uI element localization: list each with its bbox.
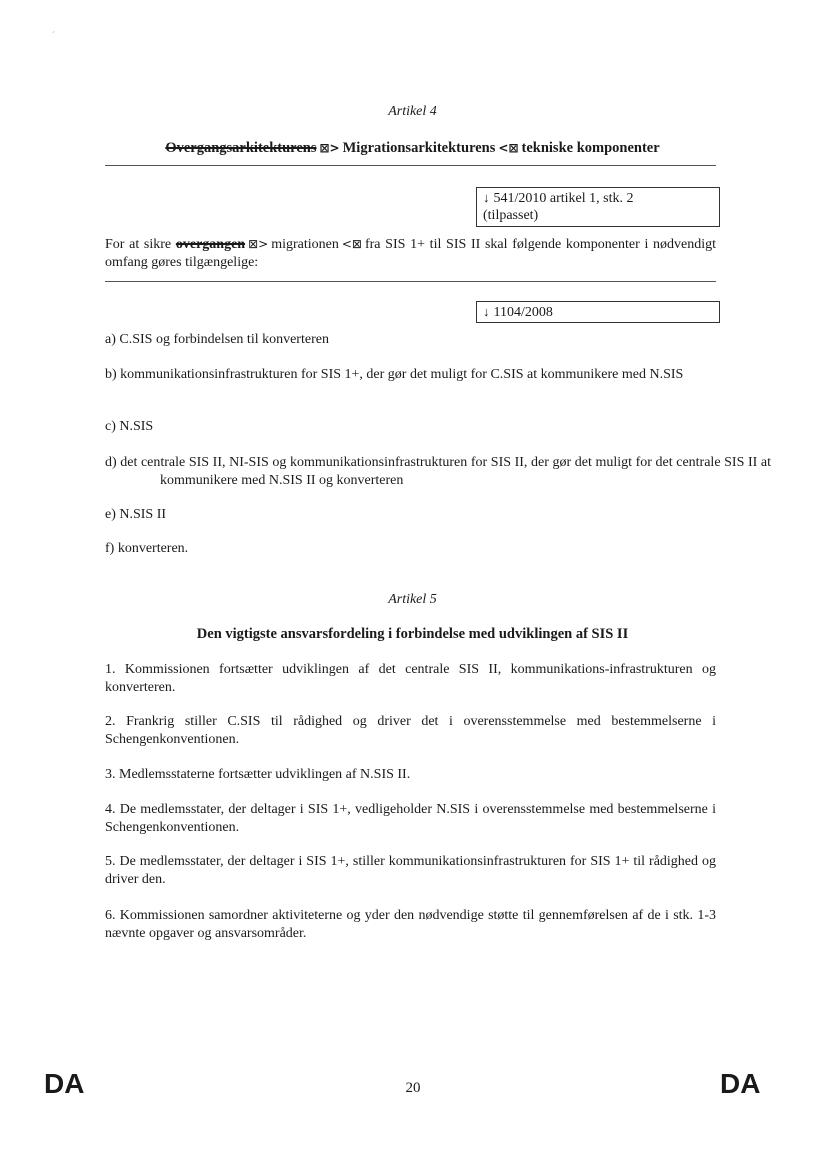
- reference-box-541-2010: [476, 187, 720, 227]
- intro-struck-text: overgangen: [175, 237, 246, 252]
- intro-start-text: For at sikre: [105, 237, 172, 252]
- paragraph: 2. Frankrig stiller C.SIS til rådighed og driver det i overensstemmelse med bestemmelserne i Schengenkonventionen.: [105, 714, 716, 747]
- title-struck-text: Overgangsarkitekturens: [165, 140, 317, 156]
- intro-rest-text: fra SIS 1+ til SIS II skal følgende komponenter i nødvendigt omfang gøres tilgængelige:: [105, 237, 717, 270]
- insert-end-marker-icon: <⊠: [498, 141, 519, 155]
- paragraph: 6. Kommissionen samordner aktiviteterne og yder den nødvendige støtte til gennemførelsen af de i stk. 1-3 nævnte opgaver og ansvarsområder.: [105, 908, 716, 941]
- reference-text: 541/2010 artikel 1, stk. 2: [493, 191, 634, 206]
- reference-box-1104-2008: [476, 301, 720, 323]
- page-number: 20: [405, 1080, 421, 1096]
- list-item: d) det centrale SIS II, NI-SIS og kommunikationsinfrastrukturen for SIS II, der gør det muligt for det centrale SIS II at kommunikere med N.SIS II og konverteren: [105, 455, 771, 488]
- title-inserted-text: Migrationsarkitekturens: [342, 140, 496, 156]
- divider: [105, 281, 716, 282]
- paragraph: 4. De medlemsstater, der deltager i SIS 1+, vedligeholder N.SIS i overensstemmelse med bestemmelserne i Schengenkonventionen.: [105, 802, 716, 835]
- reference-line-2: (tilpasset): [483, 208, 539, 223]
- list-item: b) kommunikationsinfrastrukturen for SIS 1+, der gør det muligt for C.SIS at kommunikere med N.SIS: [105, 367, 684, 382]
- paragraph: 3. Medlemsstaterne fortsætter udviklingen af N.SIS II.: [105, 767, 411, 782]
- article-4-heading: Artikel 4: [388, 104, 437, 119]
- article-4-title: [105, 140, 720, 157]
- reference-text: 1104/2008: [493, 305, 553, 320]
- insert-start-marker-icon: ⊠>: [248, 237, 269, 251]
- list-item: a) C.SIS og forbindelsen til konverteren: [105, 332, 329, 347]
- paragraph: 5. De medlemsstater, der deltager i SIS 1+, stiller kommunikationsinfrastrukturen for SIS 1+ til rådighed og driver den.: [105, 854, 716, 887]
- insert-start-marker-icon: ⊠>: [319, 141, 340, 155]
- article-4-intro: [105, 235, 716, 272]
- language-code-right: DA: [720, 1068, 761, 1099]
- list-item: e) N.SIS II: [105, 507, 167, 522]
- down-arrow-icon: ↓: [483, 190, 490, 205]
- title-rest-text: tekniske komponenter: [521, 140, 660, 156]
- divider: [105, 165, 716, 166]
- down-arrow-icon: ↓: [483, 304, 490, 319]
- article-5-heading: Artikel 5: [388, 592, 437, 607]
- article-5-title: Den vigtigste ansvarsfordeling i forbindelse med udviklingen af SIS II: [196, 626, 629, 642]
- scan-mark: ´: [52, 30, 55, 40]
- paragraph: 1. Kommissionen fortsætter udviklingen af det centrale SIS II, kommunikations-infrastrukturen og konverteren.: [105, 662, 716, 695]
- reference-line-1: [483, 189, 713, 207]
- intro-inserted-text: migrationen: [271, 237, 339, 252]
- insert-end-marker-icon: <⊠: [341, 237, 362, 251]
- list-item: c) N.SIS: [105, 419, 154, 434]
- list-item: f) konverteren.: [105, 541, 189, 556]
- language-code-left: DA: [44, 1068, 85, 1099]
